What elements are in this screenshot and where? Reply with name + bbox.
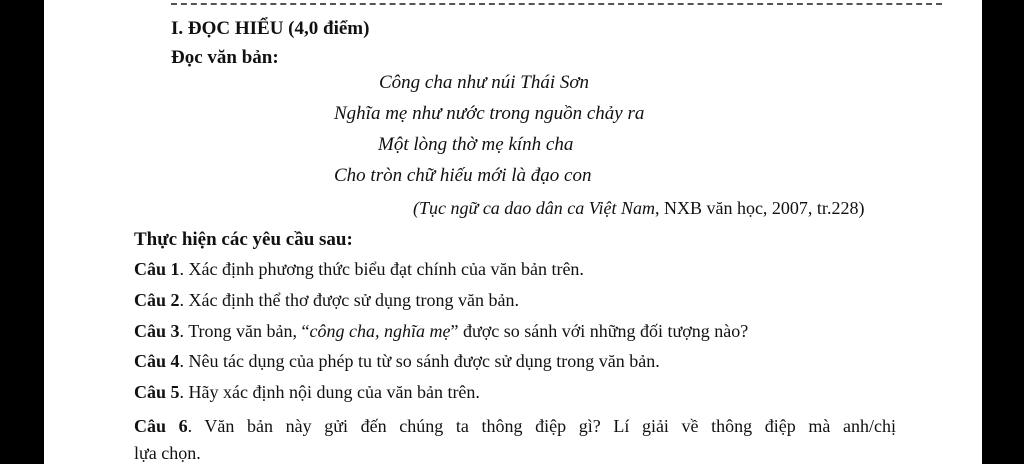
question-6-line-1 xyxy=(134,413,896,440)
question-label: Câu 6 xyxy=(134,416,188,436)
question-text: . Nêu tác dụng của phép tu từ so sánh được sử dụng trong văn bản. xyxy=(179,351,660,371)
question-text: . Trong văn bản, “ xyxy=(179,321,310,341)
poem-line-1: Công cha như núi Thái Sơn xyxy=(379,72,589,93)
question-text: . Văn bản này gửi đến chúng ta thông điệp gì? Lí giải về thông điệp mà anh/chị xyxy=(187,416,896,436)
question-text: . Xác định thể thơ được sử dụng trong văn bản. xyxy=(179,290,520,310)
poem-source xyxy=(413,198,864,219)
question-label: Câu 2 xyxy=(134,290,180,310)
question-2 xyxy=(134,290,519,311)
question-label: Câu 5 xyxy=(134,382,180,402)
question-text: . Hãy xác định nội dung của văn bản trên. xyxy=(179,382,480,402)
question-6 xyxy=(134,413,896,464)
top-dashed-divider xyxy=(171,3,942,5)
source-title: Tục ngữ ca dao dân ca Việt Nam xyxy=(419,198,655,218)
section-heading: I. ĐỌC HIỂU (4,0 điểm) xyxy=(171,18,370,39)
question-text: . Xác định phương thức biểu đạt chính của văn bản trên. xyxy=(179,259,584,279)
question-3 xyxy=(134,321,748,342)
question-text: ” được so sánh với những đối tượng nào? xyxy=(450,321,749,341)
read-text-label: Đọc văn bản: xyxy=(171,47,279,68)
poem-line-3: Một lòng thờ mẹ kính cha xyxy=(378,134,574,155)
source-details: , NXB văn học, 2007, tr.228) xyxy=(654,198,865,218)
question-label: Câu 4 xyxy=(134,351,180,371)
question-label: Câu 3 xyxy=(134,321,180,341)
question-label: Câu 1 xyxy=(134,259,180,279)
poem-line-2: Nghĩa mẹ như nước trong nguồn chảy ra xyxy=(334,103,645,124)
document-page xyxy=(44,0,982,464)
question-4 xyxy=(134,351,660,372)
source-open: ( xyxy=(413,198,419,218)
tasks-title: Thực hiện các yêu cầu sau: xyxy=(134,229,353,250)
question-6-line-2: lựa chọn. xyxy=(134,443,201,463)
poem-line-4: Cho tròn chữ hiếu mới là đạo con xyxy=(334,165,592,186)
question-quote: công cha, nghĩa mẹ xyxy=(309,321,451,341)
question-5 xyxy=(134,382,480,403)
question-1 xyxy=(134,259,584,280)
